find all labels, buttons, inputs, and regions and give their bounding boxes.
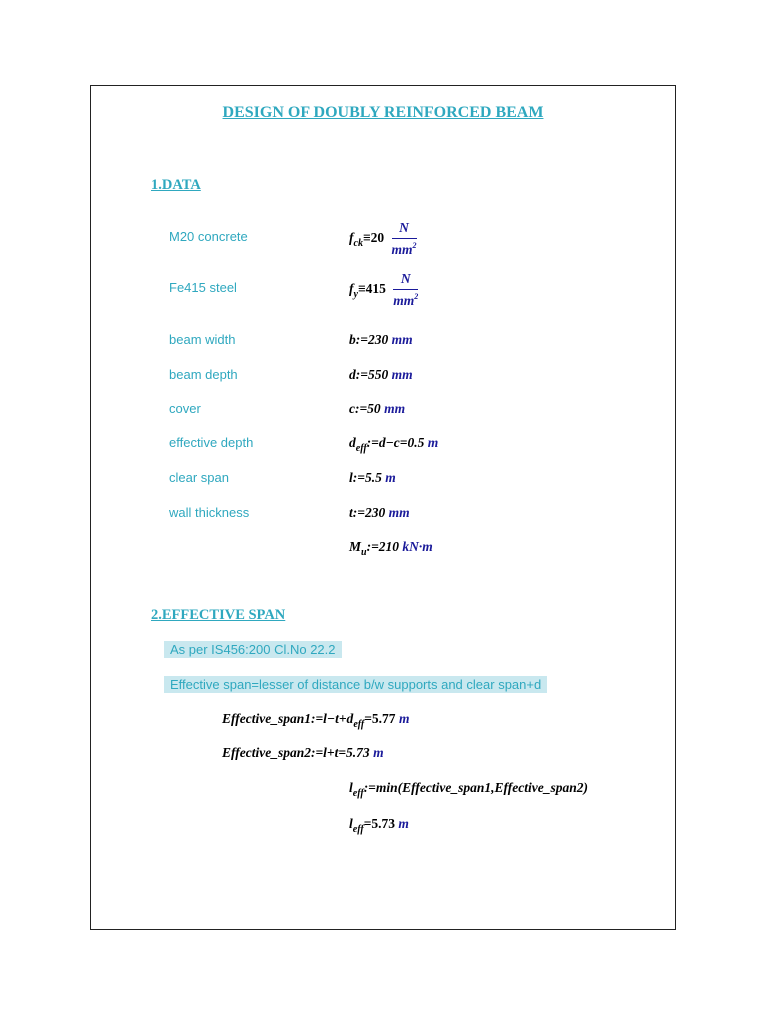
section-heading-effective-span: 2.EFFECTIVE SPAN xyxy=(151,607,286,623)
label-effective-depth: effective depth xyxy=(169,435,254,450)
eq-leff-result: $l_{eff}=5.73$ m xyxy=(349,816,409,835)
eq-clear-span: l:=5.5 m xyxy=(349,470,396,485)
unit-fraction: $\frac{N}{mm^2}$ xyxy=(391,220,417,257)
label-beam-width: beam width xyxy=(169,332,236,347)
eq-leff-min: $l_{eff}:=\min(Effective\_span1,Effective\_span2)$ xyxy=(349,780,588,799)
note-effective-span-rule: Effective span=lesser of distance b/w supports and clear span+d xyxy=(164,676,547,693)
eq-moment: $M_u:=210$ kN·m xyxy=(349,539,433,558)
eq-effective-span1: $Effective\_span1:=l-t+d_{eff}=5.77$ m xyxy=(222,711,410,730)
eq-effective-span2: Effective_span2:=l+t=5.73 m xyxy=(222,745,384,760)
eq-cover: c:=50 mm xyxy=(349,401,406,416)
eq-beam-depth: d:=550 mm xyxy=(349,367,413,382)
document-page xyxy=(90,85,676,930)
label-concrete: M20 concrete xyxy=(169,229,248,244)
eq-wall-thickness: t:=230 mm xyxy=(349,505,410,520)
label-wall-thickness: wall thickness xyxy=(169,505,250,520)
label-steel: Fe415 steel xyxy=(169,280,237,295)
label-beam-depth: beam depth xyxy=(169,367,238,382)
eq-effective-depth: $d_{eff}:=d-c=0.5$ m xyxy=(349,435,439,454)
section-heading-data: 1.DATA xyxy=(151,177,201,193)
label-cover: cover xyxy=(169,401,201,416)
eq-beam-width: b:=230 mm xyxy=(349,332,413,347)
eq-fy: $f_y\equiv 415$ $\frac{N}{mm^2}$ xyxy=(349,271,419,308)
note-code-reference: As per IS456:200 Cl.No 22.2 xyxy=(164,641,342,658)
eq-fck: $f_{ck}\equiv 20$ $\frac{N}{mm^2}$ xyxy=(349,220,417,257)
unit-fraction: $\frac{N}{mm^2}$ xyxy=(393,271,419,308)
label-clear-span: clear span xyxy=(169,470,229,485)
document-title: DESIGN OF DOUBLY REINFORCED BEAM xyxy=(222,104,544,121)
